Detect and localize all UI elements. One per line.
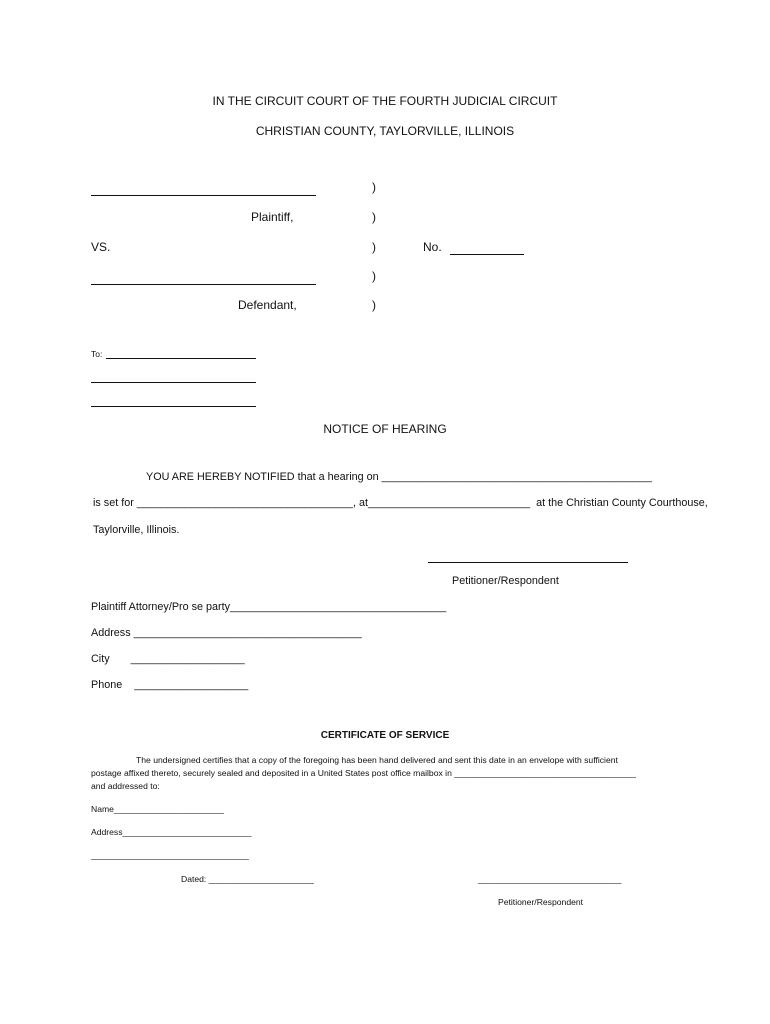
defendant-label: Defendant, <box>238 298 297 312</box>
caption-paren-3: ) <box>372 240 376 254</box>
attorney-field: Plaintiff Attorney/Pro se party____________________________________ <box>91 601 447 613</box>
county-title: CHRISTIAN COUNTY, TAYLORVILLE, ILLINOIS <box>255 124 515 138</box>
hearing-set-for: is set for ____________________________________, at___________________________ at the Christian County Courthouse, <box>93 497 708 509</box>
to-field-2[interactable] <box>91 382 256 383</box>
certificate-para-line-3: and addressed to: <box>91 781 160 791</box>
defendant-name-field[interactable] <box>91 284 316 285</box>
caption-paren-4: ) <box>372 269 376 283</box>
cert-signature-field: ______________________________ <box>478 874 622 884</box>
certificate-para-line-2: postage affixed thereto, securely sealed and deposited in a United States post office mailbox in ______________________________________ <box>91 768 636 778</box>
to-field-3[interactable] <box>91 406 256 407</box>
caption-paren-5: ) <box>372 298 376 312</box>
case-number-label: No. <box>423 240 442 254</box>
certificate-title: CERTIFICATE OF SERVICE <box>320 730 450 741</box>
to-field-1[interactable] <box>106 358 256 359</box>
cert-signature-label: Petitioner/Respondent <box>498 897 584 907</box>
phone-field: Phone ___________________ <box>91 679 249 691</box>
hearing-sentence: YOU ARE HEREBY NOTIFIED that a hearing on _____________________________________________ <box>146 471 652 483</box>
to-label: To: <box>91 349 103 359</box>
caption-paren-2: ) <box>372 210 376 224</box>
address-field: Address ______________________________________ <box>91 627 362 639</box>
cert-dated-field: Dated: ______________________ <box>181 874 314 884</box>
caption-paren-1: ) <box>372 180 376 194</box>
court-title: IN THE CIRCUIT COURT OF THE FOURTH JUDICIAL CIRCUIT <box>212 94 558 108</box>
hearing-city: Taylorville, Illinois. <box>93 524 180 536</box>
plaintiff-label: Plaintiff, <box>251 210 294 224</box>
cert-address-field: Address___________________________ <box>91 827 252 837</box>
notice-title: NOTICE OF HEARING <box>323 422 447 436</box>
city-field: City ___________________ <box>91 653 245 665</box>
case-number-field[interactable] <box>450 254 524 255</box>
notice-signature-label: Petitioner/Respondent <box>452 575 559 587</box>
vs-label: VS. <box>91 240 111 254</box>
certificate-para-line-1: The undersigned certifies that a copy of the foregoing has been hand delivered and sent this date in an envelope with sufficient <box>136 755 618 765</box>
cert-address-field-2: _________________________________ <box>91 850 249 860</box>
plaintiff-name-field[interactable] <box>91 195 316 196</box>
notice-signature-field[interactable] <box>428 562 628 563</box>
cert-name-field: Name_______________________ <box>91 804 224 814</box>
